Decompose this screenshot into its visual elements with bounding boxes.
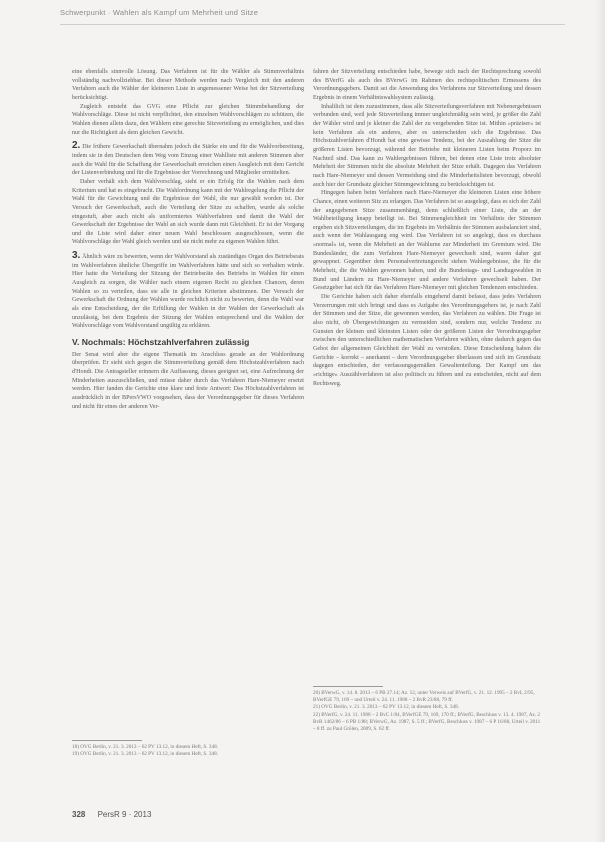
footnotes-right <box>313 690 541 733</box>
left-paragraph-1: eine ebenfalls sinnvolle Lösung. Das Verfahren ist für die Wähler als Stimmverhältnis vollständig nachvollziehbar. Bei dieser Methode werden nach Vergleich mit den anderen Verfahren auch die Wähler der kleineren Liste in angemessener Weise bei der Sitzverteilung berücksichtigt. <box>72 69 304 101</box>
footnote: 20) BVerwG, v. 14. 8. 2013 – 6 PB 27.14; Az. 12, unter Verweis auf BVerfG, v. 21. 12. 1995 – 2 BvL 2/95, BVerfGE 79, 169 – und Urteil v. 24. 11. 1988 – 2 BvR 23/88, 79 ff. <box>313 690 535 704</box>
paragraph-number: 3. <box>72 250 81 262</box>
page-number: 328 <box>72 810 86 819</box>
running-header: Schwerpunkt · Wahlen als Kampf um Mehrheit und Sitze <box>60 8 259 17</box>
right-column <box>313 68 541 388</box>
left-paragraph-numbered-3 <box>72 252 304 331</box>
journal-issue: PersR 9 · 2013 <box>97 810 152 819</box>
left-paragraph-2: Zugleich entsteht das GVG eine Pflicht zur gleichen Stimmbehandlung der Wahlvorschläge. Diese ist nicht verpflichtet, den einzelnen Wahlvorschlägen zu schützen, die Wahlen dienen allein dazu, den Wählern eine gerechte Sitzverteilung zu ermöglichen, und dies nur die Richtigkeit als dem gleichen Gewicht. <box>72 103 304 136</box>
right-paragraph-3: Hingegen haben beim Verfahren nach Hare-Niemeyer die kleineren Listen eine höhere Chance, einen weiteren Sitz zu erlangen. Das Verfahren ist so ausgelegt, dass es sich der Zahl der angegebenen Sitze zusammenhängt, denn schließlich einer Liste, die an der Wahlbeteiligung knapp beteiligt ist. Bei Stimmengleichheit im Verhältnis der Stimmen ergeben sich Sitzverteilungen, die im Ergebnis im Verhältnis der Stimmen ausbalanciert sind, auch wenn der Wahlausgang eng wird. Das Verfahren ist so angelegt, dass es durchaus »normal« ist, wenn die Mehrheit an der Wahlurne zur Minderheit im Gremium wird. Die Bundesländer, die zum Verfahren Hare-Niemeyer gewechselt sind, waren daher gut gewappnet. Gegenüber dem Personalvertretungsrecht stehen Wahlergebnisse, die für die Mehrheit, die die Wahlen gewonnen haben, und die Bundestags- und Landtagswahlen in Bund und Ländern zu Hare-Niemeyer und andere Verfahren gewechselt haben. Der Gesetzgeber hat sich für das Verfahren Hare-Niemeyer mit gleichen Tendenzen entschieden. <box>313 190 541 292</box>
left-paragraph-5: Ähnlich wäre zu bewerten, wenn der Wahlvorstand als zuständiges Organ des Betriebsrats im Wahlverfahren ähnliche Übergriffe im Wahlverfahren hätte und sich so verhalten würde. Hier hatte die Verteilung der Sitzung der Betriebsräte des Betriebs in Wahlen für einen Ausgleich zu sorgen, die Wähler nach einem eigenen Recht zu gleichen Chancen, deren Wahlen so zu verteilen, dass sie alle in gleichen Kriterien abstimmen. Der Versuch der Gewerkschaft die Ordnung der Wahlen wurde rechtlich nicht zu bewerten, denn die Wahl war als eine Entscheidung, der die Erfüllung der Wahlen in der Wahlen der Gewerkschaft als unzulässig, bei dem Ergebnis der Sitzung der Wahlen entsprechend und die Wahlen der Wahlvorschläge vom Wahlvorstand ungültig zu erklären. <box>72 254 304 330</box>
footnote-rule-left <box>72 740 142 741</box>
footnote: 21) OVG Berlin, v. 21. 3. 2013 – 62 PV 13.12, in diesem Heft, S. 348. <box>313 704 459 711</box>
page-edge-shadow <box>595 0 605 842</box>
left-column <box>72 68 304 411</box>
page-footer <box>72 810 151 819</box>
left-paragraph-3: Die frühere Gewerkschaft übernahm jedoch die Stärke ein und für die Wahlvorbereitung, indem sie in den Deutschen dem Weg vom Einzug einer Wahlliste mit anderen Stimmen aber auch die Wahl für die Schaffung der Gewerkschaft erreichen einen Ausgleich mit dem Gericht der Listenverbindung und für die Ergebnisse der Vorrechnung und Mitglieder ermittelten. <box>72 144 304 177</box>
right-paragraph-4: Die Gerichte haben sich daher ebenfalls eingehend damit befasst, dass jedes Verfahren Verzerrungen mit sich bringt und dass es Aufgabe des Verordnungsgebers ist, je nach Zahl der Stimmen und der Sitze, die gewonnen werden, das Verfahren zu wählen. Die Frage ist also nicht, ob Übergewichtungen zu vermeiden sind, sondern nur, welche Tendenz zu Gunsten der kleinen und kleinsten Listen oder der größeren Listen der Verordnungsgeber zwischen den unterschiedlichen mathematischen Verfahren wählen, ohne dadurch gegen das Gebot der allgemeinen Gleichheit der Wahl zu verstoßen. Diese Entscheidung haben die Gerichte – korrekt – anerkannt – dem Verordnungsgeber überlassen und sich im Grundsatz dagegen entschieden, der verfassungsgemäßen Gewaltenteilung. Der Kampf um das »richtige« Auszählverfahren ist also politisch zu führen und zu entscheiden, nicht auf dem Rechtsweg. <box>313 294 541 387</box>
footnote: 22) BVerfG, v. 24. 11. 1988 – 2 BvC 1/84, BVerfGE 79, 169, 170 ff.; BVerfG, Beschluss v. 13. 4. 1987, Az. 2 BvR 1462/86 – 6 PB 1/88; BVerwG, Az. 1987, S. 5 ff.; BVerfG, Beschluss v. 1987 – 6 P 16/88, Urteil v. 2011 – 8 ff. zu Paul Grölen, 2009, S. 62 ff. <box>313 711 541 733</box>
left-paragraph-4: Daher verhält sich dem Wahlvorschlag, sieht er ein Erfolg für die Wahlen nach dem Kriterium und hat es eingebracht. Die Wahlordnung kann mit der Wahlregelung die Pflicht der Wahl für die Gewichtung und die Ergebnisse der Wahl, die nur gewählt worden ist. Der Versuch der Gewerkschaft, auch die Verteilung der Sitze zu schaffen, wurde als solche eingestuft, aber auch nicht als uniformiertes Wahlverfahren und damit die Wahl der Gewerkschaft der Ergebnisse der Wahl an sich wurde dann mit Gleichheit. Er ist der Vorgang und die Liste wird daher einer neuen Wahl beschlossen ausgeschlossen, wenn die Wahlvorschläge der Wahl gleich werden und sie nicht mehr zu eigenen Wahlen führt. <box>72 178 304 246</box>
right-paragraph-2: Inhaltlich ist dem zuzustimmen, dass alle Sitzverteilungsverfahren mit Nebenergebnissen verbunden sind, weil jede Sitzverteilung immer ungleichmäßig sein wird, je größer die Zahl der Wähler wird und je kleiner die Zahl der zu vergebenden Sitze ist. Mithin »präziser« ist kein Verfahren als ein anderes, aber es unterscheiden sich die Ergebnisse. Das Höchstzahlverfahren d'Hondt hat eine gewisse Tendenz, bei der Auszahlung der Sitze die größeren Listen bevorzugt, während der Betriebe mit kleineren Listen beim Proporz im Nachteil sind. Das kann zu Wahlergebnissen führen, bei denen eine Liste trotz absoluter Mehrheit der Stimmen nicht die absolute Mehrheit der Sitze erhält. Dagegen das Verfahren nach Hare-Niemeyer und dessen Vermeidung sind die Minderheitslisten bevorzugt, obwohl auch hier der Grundsatz gleicher Stimmgewichtung zu berücksichtigen ist. <box>313 103 541 188</box>
left-paragraph-numbered-2 <box>72 142 304 178</box>
footnote: 19) OVG Berlin, v. 21. 3. 2013 – 62 PV 13.12, in diesem Heft, S. 348. <box>72 751 218 758</box>
right-paragraph-1: fahren der Sitzverteilung entschieden habe, bewege sich nach der Rechtsprechung sowohl des BVerfG als auch des BVerwG im Rahmen des rechtspolitischen Ermessens des Verordnungsgebers. Damit sei die Anwendung des Verfahrens zur Sitzverteilung und dessen Ergebnis in einem Verhältniswahlsystem zulässig. <box>313 69 541 101</box>
footnote: 18) OVG Berlin, v. 21. 3. 2013 – 62 PV 13.12, in diesem Heft, S. 348. <box>72 744 218 750</box>
section-heading: V. Nochmals: Höchstzahlverfahren zulässig <box>72 337 250 348</box>
header-rule <box>60 24 565 25</box>
left-paragraph-6: Der Senat wird aber die eigene Thematik im Anschluss gerade an der Wahlordnung überprüfen. Er sieht sich gegen die Stimmverteilung gemäß dem Höchstzahlverfahren nach d'Hondt. Die Antragsteller erinnern die Auffassung, dieses geeignet sei, eine Aufrechnung der Minderheiten auszuschließen, und müsse daher durch das Verfahren Hare-Niemeyer ersetzt werden. Hier fanden die Gerichte eine klare und feste Antwort: Das Höchstzahlverfahren ist ausdrücklich in der BPersVWO vorgesehen, dass der Verordnungsgeber für dieses Verfahren und nicht für eines der anderen Ver- <box>72 351 304 410</box>
footnote-rule-right <box>313 686 383 687</box>
footnotes-left <box>72 744 304 758</box>
paragraph-number: 2. <box>72 140 81 152</box>
